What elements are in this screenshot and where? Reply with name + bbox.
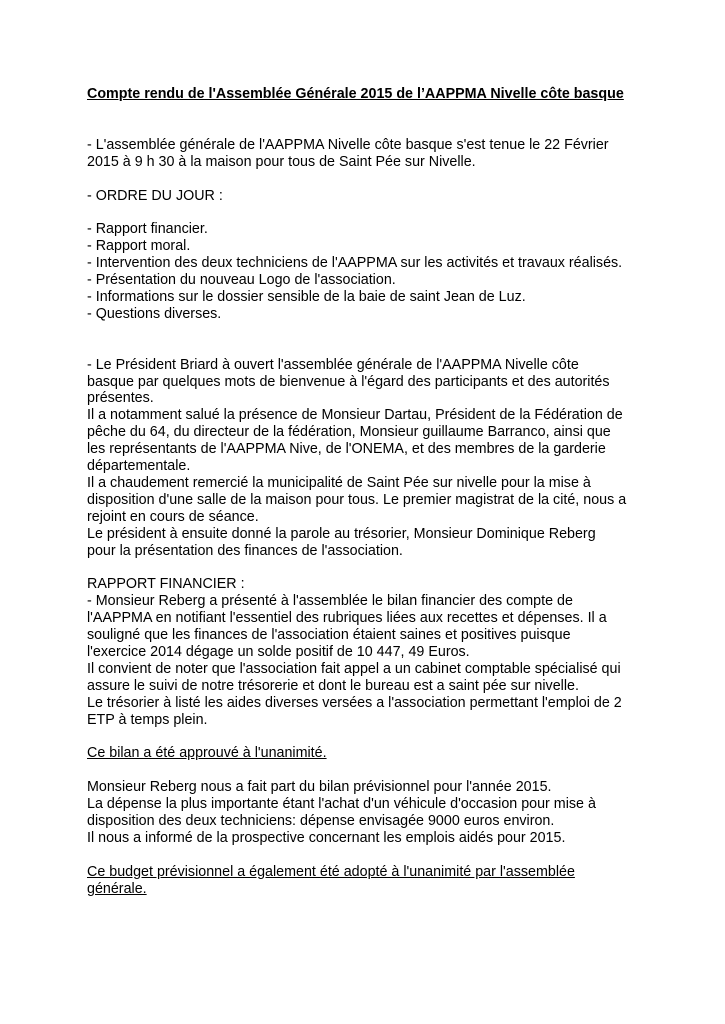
financial-paragraph [87,593,647,728]
financial-line: assure le suivi de notre trésorerie et dont le bureau est a saint pée sur nivelle. [87,677,579,694]
financial-line: Il convient de noter que l'association fait appel a un cabinet comptable spécialisé qui [87,660,621,677]
financial-line: Le trésorier à listé les aides diverses versées a l'association permettant l'emploi de 2 [87,694,622,711]
budget-approval-line: générale. [87,880,147,897]
agenda-item: - Questions diverses. [87,305,222,322]
forecast-line: disposition des deux techniciens: dépense envisagée 9000 euros environ. [87,813,555,830]
forecast-line: Il nous a informé de la prospective concernant les emplois aidés pour 2015. [87,829,566,846]
opening-line: Il a chaudement remercié la municipalité de Saint Pée sur nivelle pour la mise à [87,474,591,491]
approval-statement [87,745,647,762]
opening-line: basque par quelques mots de bienvenue à l'égard des participants et des autorités [87,373,610,390]
financial-line: ETP à temps plein. [87,711,208,728]
forecast-paragraph [87,779,647,847]
opening-line: Il a notamment salué la présence de Monsieur Dartau, Président de la Fédération de [87,407,623,424]
opening-line: disposition d'une salle de la maison pour tous. Le premier magistrat de la cité, nous a [87,491,627,508]
opening-paragraph [87,357,647,560]
opening-line: pêche du 64, du directeur de la fédération, Monsieur guillaume Barranco, ainsi que [87,424,611,441]
agenda-heading: - ORDRE DU JOUR : [87,187,223,204]
agenda-item: - Présentation du nouveau Logo de l'association. [87,272,396,289]
financial-line: - Monsieur Reberg a présenté à l'assemblée le bilan financier des compte de [87,593,573,610]
financial-heading: RAPPORT FINANCIER : [87,576,245,593]
opening-line: présentes. [87,390,154,407]
forecast-line: Monsieur Reberg nous a fait part du bilan prévisionnel pour l'année 2015. [87,779,552,796]
agenda-item: - Informations sur le dossier sensible de la baie de saint Jean de Luz. [87,289,526,306]
intro-line: - L'assemblée générale de l'AAPPMA Nivelle côte basque s'est tenue le 22 Février [87,136,609,153]
forecast-line: La dépense la plus importante étant l'achat d'un véhicule d'occasion pour mise à [87,796,596,813]
agenda-item: - Rapport moral. [87,238,191,255]
budget-approval-statement [87,864,647,898]
agenda-list [87,221,647,322]
opening-line: les représentants de l'AAPPMA Nive, de l'ONEMA, et des membres de la garderie [87,441,606,458]
opening-line: rejoint en cours de séance. [87,508,259,525]
document-title: Compte rendu de l'Assemblée Générale 2015 de l’AAPPMA Nivelle côte basque [87,86,624,102]
agenda-item: - Rapport financier. [87,221,208,238]
financial-line: l'AAPPMA en notifiant l'essentiel des rubriques liées aux recettes et dépenses. Il a [87,610,607,627]
intro-line: 2015 à 9 h 30 à la maison pour tous de Saint Pée sur Nivelle. [87,153,476,170]
opening-line: départementale. [87,458,191,475]
agenda-item: - Intervention des deux techniciens de l'AAPPMA sur les activités et travaux réalisés. [87,255,623,272]
intro-paragraph [87,137,647,171]
opening-line: pour la présentation des finances de l'association. [87,542,403,559]
approval-line: Ce bilan a été approuvé à l'unanimité. [87,745,327,762]
financial-line: l'exercice 2014 dégage un solde positif de 10 447, 49 Euros. [87,644,470,661]
document-page [87,86,647,898]
opening-line: - Le Président Briard à ouvert l'assemblée générale de l'AAPPMA Nivelle côte [87,356,579,373]
financial-line: souligné que les finances de l'association étaient saines et positives puisque [87,627,571,644]
budget-approval-line: Ce budget prévisionnel a également été adopté à l'unanimité par l'assemblée [87,863,575,880]
opening-line: Le président à ensuite donné la parole au trésorier, Monsieur Dominique Reberg [87,525,596,542]
